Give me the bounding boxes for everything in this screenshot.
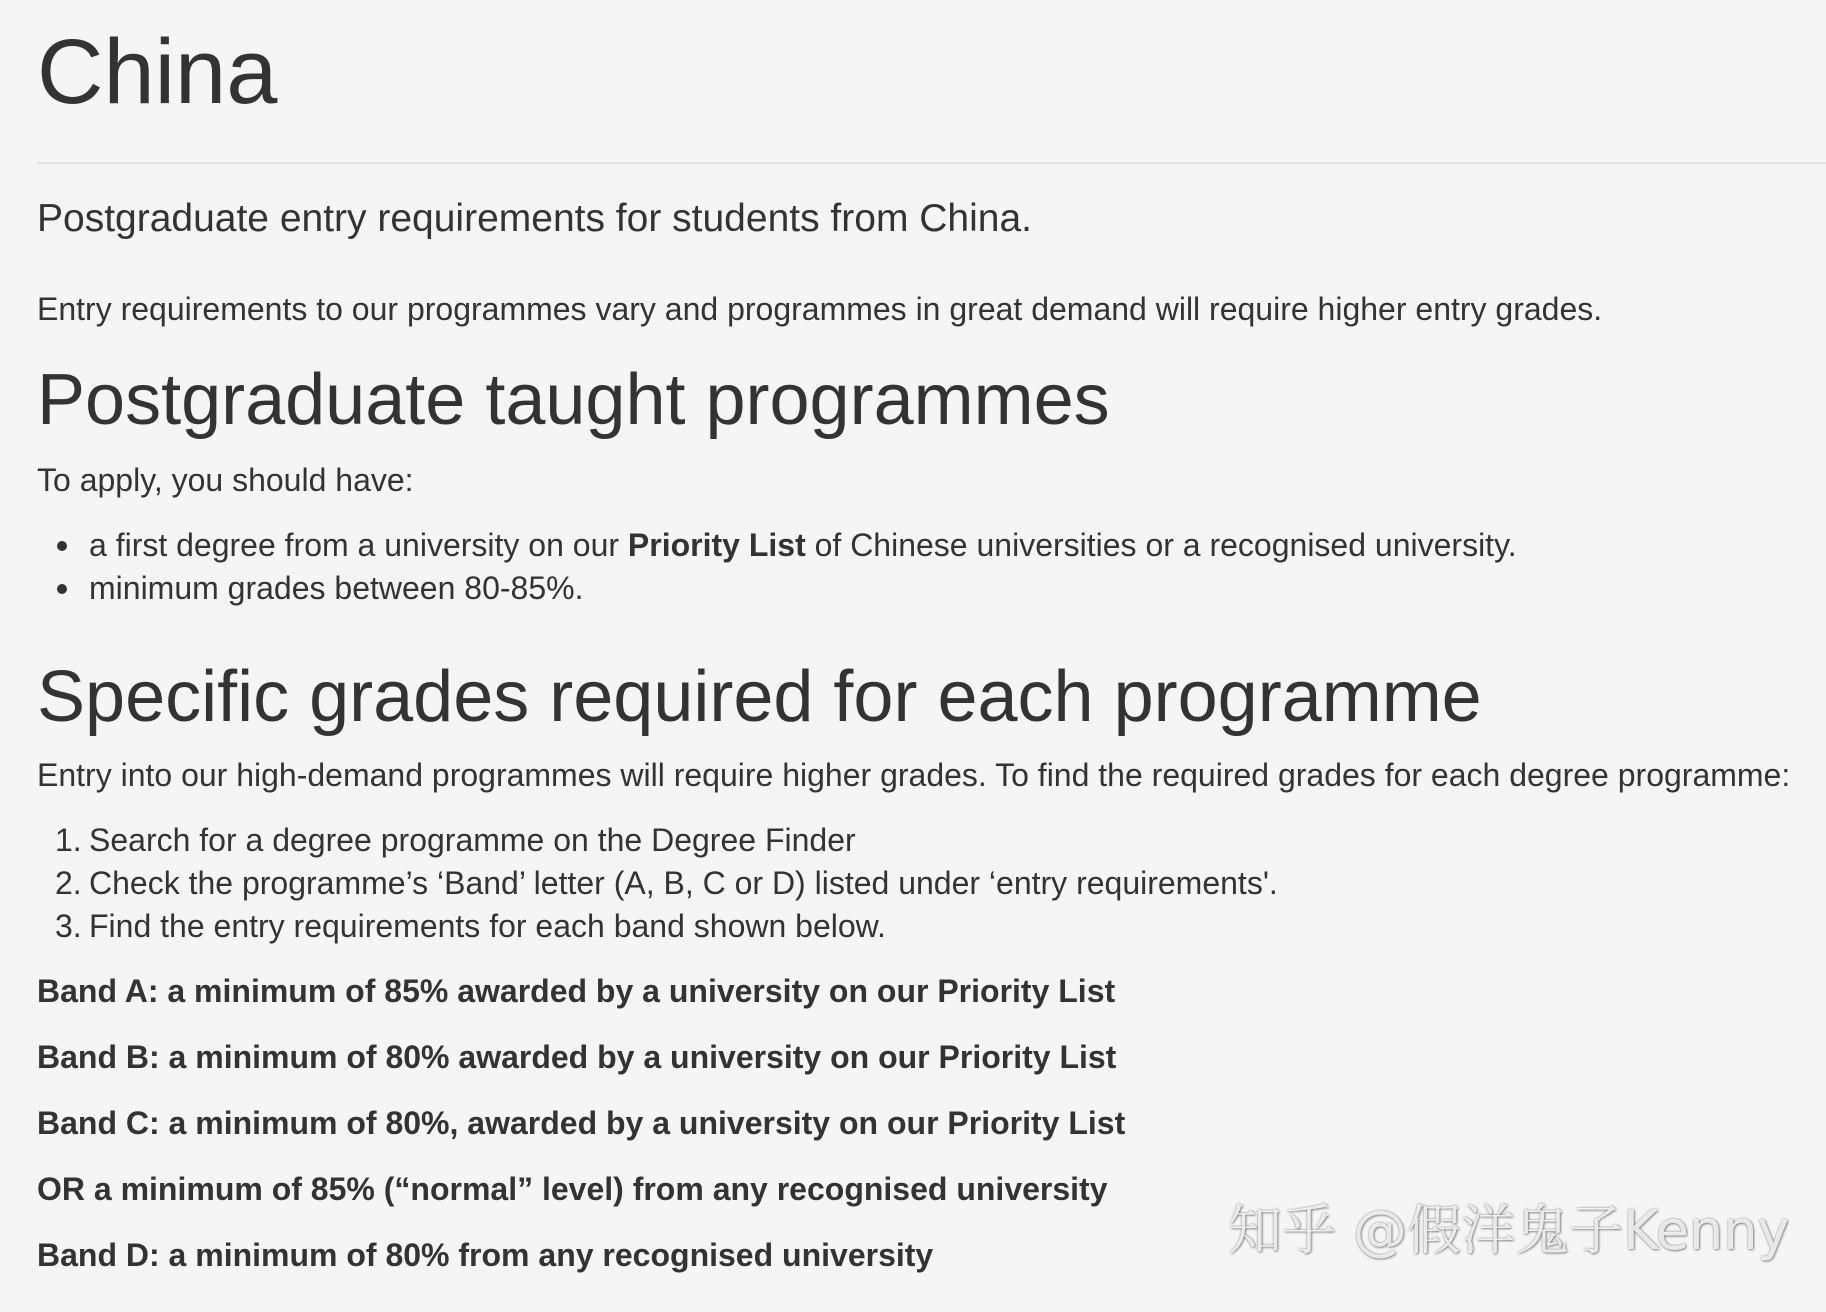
bullet-icon xyxy=(57,584,67,594)
page-title: China xyxy=(37,21,278,123)
list-item xyxy=(57,524,1826,567)
steps-list xyxy=(37,819,1826,948)
band-b-requirement: Band B: a minimum of 80% awarded by a university on our Priority List xyxy=(37,1039,1117,1075)
band-c-requirement: Band C: a minimum of 80%, awarded by a university on our Priority List xyxy=(37,1105,1126,1141)
priority-list-link[interactable]: Priority List xyxy=(627,527,806,563)
step-number: 3. xyxy=(55,908,82,944)
list-item xyxy=(55,905,1826,948)
list-item xyxy=(55,862,1826,905)
specific-lead-text: Entry into our high-demand programmes will require higher grades. To find the required grades for each degree programme: xyxy=(37,757,1791,793)
specific-grades-heading: Specific grades required for each programme xyxy=(37,657,1482,737)
bullet-text-before: a first degree from a university on our xyxy=(89,527,628,563)
page-content xyxy=(37,0,1826,1277)
band-d-requirement: Band D: a minimum of 80% from any recognised university xyxy=(37,1237,934,1273)
bullet-text: minimum grades between 80-85%. xyxy=(89,570,584,606)
step-text: Check the programme’s ‘Band’ letter (A, B, C or D) listed under ‘entry requirements'. xyxy=(89,865,1278,901)
step-number: 1. xyxy=(55,822,82,858)
step-text: Find the entry requirements for each band shown below. xyxy=(89,908,886,944)
bullet-icon xyxy=(57,541,67,551)
band-a-requirement: Band A: a minimum of 85% awarded by a university on our Priority List xyxy=(37,973,1116,1009)
intro-text: Postgraduate entry requirements for students from China. xyxy=(37,197,1032,240)
list-item xyxy=(55,819,1826,862)
step-number: 2. xyxy=(55,865,82,901)
step-text: Search for a degree programme on the Degree Finder xyxy=(89,822,856,858)
title-divider xyxy=(37,162,1826,164)
requirements-list xyxy=(37,524,1826,610)
list-item xyxy=(57,567,1826,610)
entry-requirements-paragraph: Entry requirements to our programmes vary and programmes in great demand will require higher entry grades. xyxy=(37,291,1603,327)
taught-programmes-heading: Postgraduate taught programmes xyxy=(37,360,1110,440)
zhihu-watermark: 知乎 @假洋鬼子Kenny xyxy=(1228,1199,1790,1262)
bullet-text-after: of Chinese universities or a recognised university. xyxy=(805,527,1517,563)
apply-lead-text: To apply, you should have: xyxy=(37,462,414,498)
band-c-alternative: OR a minimum of 85% (“normal” level) from any recognised university xyxy=(37,1171,1108,1207)
